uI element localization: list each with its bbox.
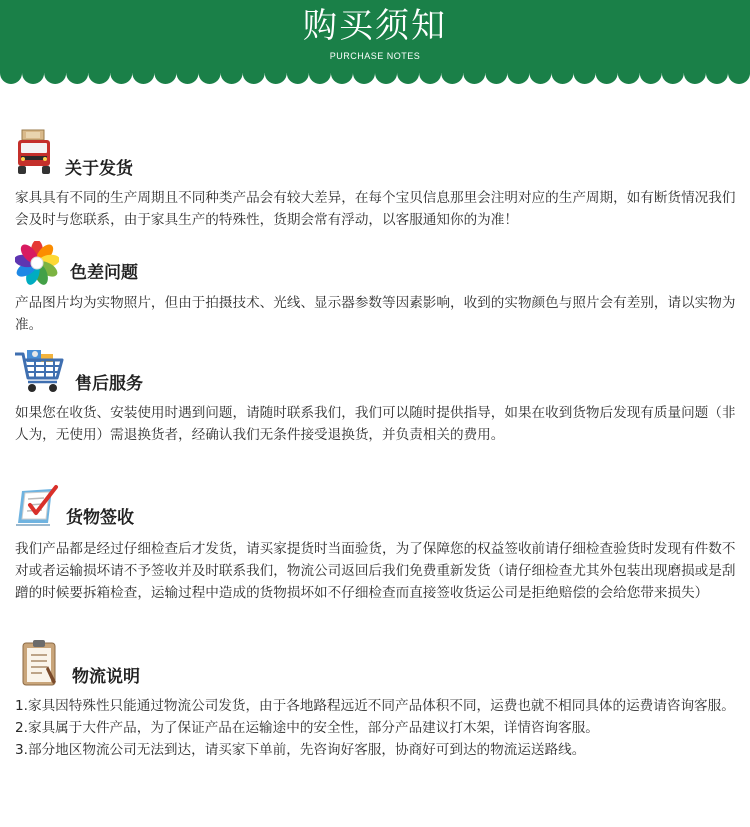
delivery-truck-icon xyxy=(14,128,54,180)
scallop xyxy=(596,70,618,84)
scallop xyxy=(44,70,66,84)
paragraph: 如果您在收货、安装使用时遇到问题，请随时联系我们，我们可以随时提供指导，如果在收到货物后发现有质量问题（非人为，无使用）需退换货者，经确认我们无条件接受退换货，并负责相关的费用。 xyxy=(15,405,736,443)
scallop xyxy=(287,70,309,84)
scallop xyxy=(375,70,397,84)
color-wheel-icon xyxy=(15,241,59,289)
scallop xyxy=(154,70,176,84)
section-title-aftersales: 售后服务 xyxy=(75,374,143,394)
scallop xyxy=(574,70,596,84)
section-body-color xyxy=(15,292,740,336)
scallop xyxy=(419,70,441,84)
scallop xyxy=(463,70,485,84)
scallop xyxy=(265,70,287,84)
header-banner xyxy=(0,0,750,88)
clipboard-icon xyxy=(20,638,60,692)
scallop xyxy=(199,70,221,84)
checklist-icon xyxy=(14,483,60,533)
scallop xyxy=(110,70,132,84)
shopping-cart-icon xyxy=(13,348,67,398)
scallop xyxy=(485,70,507,84)
section-body-signoff xyxy=(15,538,740,604)
scallop xyxy=(0,70,22,84)
paragraph: 我们产品都是经过仔细检查后才发货，请买家提货时当面验货，为了保障您的权益签收前请仔细检查验货时发现有件数不对或者运输损坏请不予签收并及时联系我们，物流公司返回后我们免费重新发货（请仔细检查尤其外包装出现磨损或是刮蹭的时候要拆箱检查，运输过程中造成的货物损坏如不仔细检查而直接签收货运公司是拒绝赔偿的会给您带来损失） xyxy=(15,541,736,601)
scallop xyxy=(684,70,706,84)
page-subtitle: PURCHASE NOTES xyxy=(329,51,421,61)
scallop xyxy=(331,70,353,84)
scallop xyxy=(66,70,88,84)
scallop xyxy=(22,70,44,84)
paragraph: 产品图片均为实物照片，但由于拍摄技术、光线、显示器参数等因素影响，收到的实物颜色与照片会有差别，请以实物为准。 xyxy=(15,295,736,333)
list-item: 2.家具属于大件产品，为了保证产品在运输途中的安全性，部分产品建议打木架，详情咨询客服。 xyxy=(15,720,599,736)
list-item: 3.部分地区物流公司无法到达，请买家下单前，先咨询好客服，协商好可到达的物流运送路线。 xyxy=(15,742,586,758)
section-title-logistics: 物流说明 xyxy=(72,667,140,687)
scallop xyxy=(441,70,463,84)
scallop xyxy=(507,70,529,84)
section-title-signoff: 货物签收 xyxy=(66,508,134,528)
scallop-border xyxy=(0,70,750,88)
scallop xyxy=(221,70,243,84)
page-title: 购买须知 xyxy=(303,6,447,46)
section-title-color: 色差问题 xyxy=(70,263,138,283)
scallop xyxy=(309,70,331,84)
scallop xyxy=(397,70,419,84)
scallop xyxy=(728,70,750,84)
scallop xyxy=(353,70,375,84)
scallop xyxy=(176,70,198,84)
section-title-shipping: 关于发货 xyxy=(65,159,133,179)
section-body-logistics xyxy=(15,695,740,761)
section-body-aftersales xyxy=(15,402,740,446)
section-body-shipping xyxy=(15,187,740,231)
scallop xyxy=(88,70,110,84)
scallop xyxy=(243,70,265,84)
scallop xyxy=(706,70,728,84)
paragraph: 家具具有不同的生产周期且不同种类产品会有较大差异，在每个宝贝信息那里会注明对应的生产周期，如有断货情况我们会及时与您联系，由于家具生产的特殊性，货期会常有浮动，以客服通知你的为准！ xyxy=(15,190,736,228)
scallop xyxy=(132,70,154,84)
list-item: 1.家具因特殊性只能通过物流公司发货，由于各地路程远近不同产品体积不同，运费也就不相同具体的运费请咨询客服。 xyxy=(15,698,735,714)
scallop xyxy=(618,70,640,84)
scallop xyxy=(552,70,574,84)
scallop xyxy=(529,70,551,84)
scallop xyxy=(640,70,662,84)
scallop xyxy=(662,70,684,84)
